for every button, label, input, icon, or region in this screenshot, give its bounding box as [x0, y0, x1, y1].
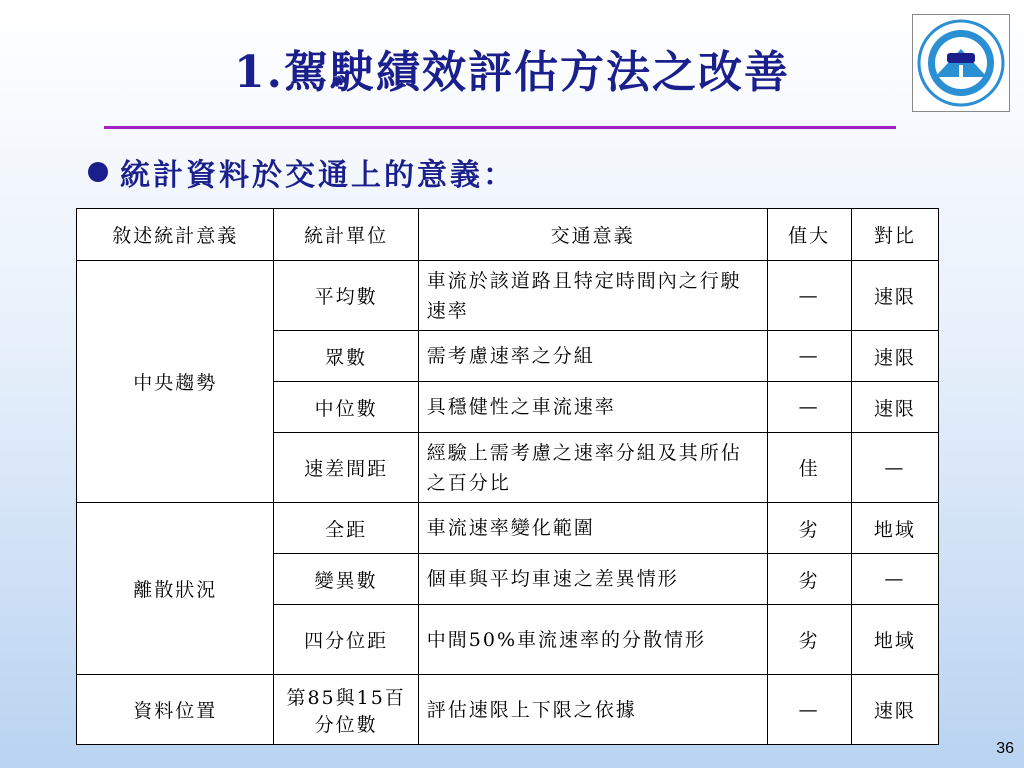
table-row — [77, 261, 939, 331]
unit-cell: 全距 — [274, 503, 418, 554]
unit-cell: 四分位距 — [274, 605, 418, 675]
value-cell: — — [767, 331, 851, 382]
compare-cell: 地域 — [851, 503, 938, 554]
compare-cell: — — [851, 554, 938, 605]
compare-cell: 速限 — [851, 261, 938, 331]
meaning-cell: 個車與平均車速之差異情形 — [418, 554, 767, 605]
slide-title: 1.駕駛績效評估方法之改善 — [234, 47, 790, 98]
unit-cell: 平均數 — [274, 261, 418, 331]
bullet-text: 統計資料於交通上的意義： — [120, 158, 516, 193]
group-label: 資料位置 — [77, 675, 274, 745]
compare-cell: — — [851, 433, 938, 503]
group-label: 中央趨勢 — [77, 261, 274, 503]
meaning-cell: 經驗上需考慮之速率分組及其所佔之百分比 — [418, 433, 767, 503]
compare-cell: 速限 — [851, 331, 938, 382]
compare-cell: 速限 — [851, 382, 938, 433]
compare-cell: 速限 — [851, 675, 938, 745]
value-cell: — — [767, 261, 851, 331]
header-compare: 對比 — [851, 209, 938, 261]
unit-cell: 中位數 — [274, 382, 418, 433]
meaning-cell: 車流於該道路且特定時間內之行駛速率 — [418, 261, 767, 331]
header-meaning: 交通意義 — [418, 209, 767, 261]
title-divider — [104, 126, 896, 129]
header-value: 值大 — [767, 209, 851, 261]
statistics-table — [76, 208, 939, 745]
group-label: 離散狀況 — [77, 503, 274, 675]
unit-cell: 速差間距 — [274, 433, 418, 503]
value-cell: — — [767, 675, 851, 745]
unit-cell: 第85與15百分位數 — [274, 675, 418, 745]
meaning-cell: 具穩健性之車流速率 — [418, 382, 767, 433]
value-cell: 劣 — [767, 605, 851, 675]
value-cell: 劣 — [767, 503, 851, 554]
table-row — [77, 503, 939, 554]
unit-cell: 變異數 — [274, 554, 418, 605]
table-header-row — [77, 209, 939, 261]
bullet-icon — [88, 162, 108, 182]
unit-cell: 眾數 — [274, 331, 418, 382]
bullet-heading — [88, 150, 516, 194]
meaning-cell: 需考慮速率之分組 — [418, 331, 767, 382]
value-cell: 劣 — [767, 554, 851, 605]
compare-cell: 地域 — [851, 605, 938, 675]
meaning-cell: 評估速限上下限之依據 — [418, 675, 767, 745]
value-cell: — — [767, 382, 851, 433]
header-unit: 統計單位 — [274, 209, 418, 261]
value-cell: 佳 — [767, 433, 851, 503]
meaning-cell: 中間50%車流速率的分散情形 — [418, 605, 767, 675]
header-description: 敘述統計意義 — [77, 209, 274, 261]
institution-logo — [912, 14, 1010, 112]
table-row — [77, 675, 939, 745]
meaning-cell: 車流速率變化範圍 — [418, 503, 767, 554]
page-number: 36 — [996, 740, 1014, 757]
